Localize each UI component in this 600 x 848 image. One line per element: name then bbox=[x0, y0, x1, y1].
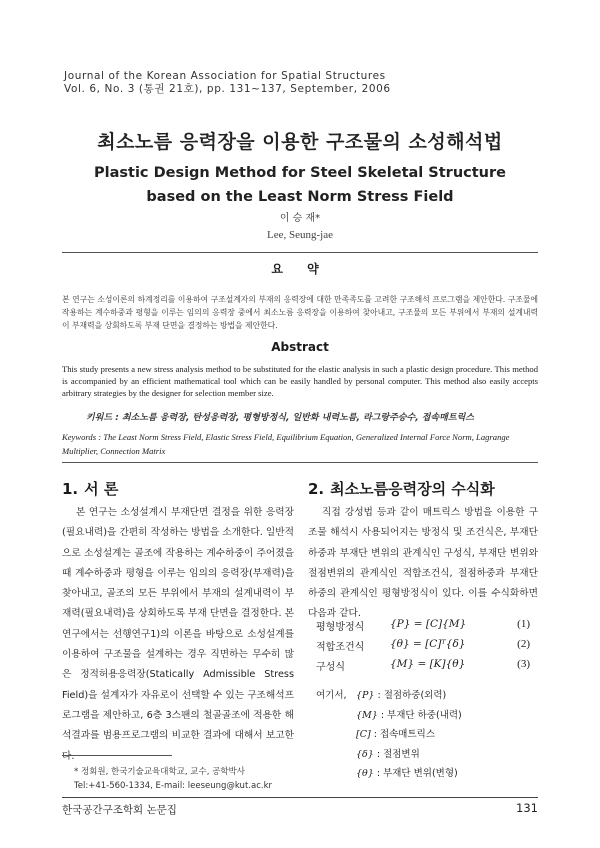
definition-symbol: [C] bbox=[356, 729, 371, 740]
equation-1 bbox=[316, 618, 530, 636]
equation-formula: {M} = [K]{θ} bbox=[390, 658, 466, 670]
footer-divider bbox=[62, 797, 538, 798]
paper-title-english bbox=[0, 161, 600, 209]
definition-row bbox=[316, 706, 462, 726]
section-2-body bbox=[308, 503, 538, 625]
equation-3 bbox=[316, 658, 530, 676]
definition-text: : 절점변위 bbox=[376, 748, 420, 760]
abstract-english-text: This study presents a new stress analysis method to be substituted for the elastic analysis in such a plastic design procedure. This method is accompanied by an efficient mathematical tool which can be easily handled by personal computer. This method also easily accepts arbitrary strategies by the designer for selection member size. bbox=[62, 364, 538, 398]
footer-journal-name: 한국공간구조학회 논문집 bbox=[62, 804, 177, 816]
paper-title-english-line2: based on the Least Norm Stress Field bbox=[146, 189, 454, 205]
symbol-definitions bbox=[316, 686, 462, 784]
definition-row bbox=[316, 725, 462, 745]
divider-top bbox=[62, 252, 538, 253]
section-1-body bbox=[62, 503, 294, 767]
definition-text: : 부재단 하중(내력) bbox=[380, 709, 462, 721]
equation-number: (3) bbox=[517, 658, 530, 670]
keywords-korean: 키워드 : 최소노름 응력장, 탄성응력장, 평형방정식, 일반화 내력노름, 라그랑주승수, 접속매트릭스 bbox=[86, 413, 474, 423]
definition-row bbox=[316, 686, 462, 706]
equation-label: 구성식 bbox=[316, 662, 345, 673]
abstract-korean-text: 본 연구는 소성이론의 하계정리를 이용하여 구조설계자의 부재의 응력장에 대한 만족족도를 고려한 구조해석 프로그램을 제안한다. 구조물에 작용하는 계수하중과 평형을 이루는 임의의 응력장 중에서 최소노름 응력장을 이용하여 찾아내고, 구조물의 모든 부위에서 부재의 설계내력이 부재력을 상회하도록 부재 단면을 결정하는 방법을 제안한다. bbox=[62, 295, 538, 330]
equation-label: 평형방정식 bbox=[316, 622, 365, 633]
journal-header bbox=[64, 70, 391, 96]
section-1-number: 1. bbox=[62, 480, 79, 498]
definition-text: : 절점하중(외력) bbox=[377, 690, 447, 701]
definition-row bbox=[316, 745, 462, 765]
equation-formula: {θ} = [C]ᵀ{δ} bbox=[390, 638, 466, 650]
page-number: 131 bbox=[516, 801, 538, 815]
definition-symbol: {θ} bbox=[356, 768, 374, 779]
section-1-heading bbox=[62, 478, 118, 499]
footnote bbox=[74, 765, 272, 793]
footnote-divider bbox=[62, 755, 172, 756]
equation-number: (1) bbox=[517, 618, 530, 630]
author-english: Lee, Seung-jae bbox=[267, 229, 333, 241]
definition-symbol: {δ} bbox=[356, 748, 374, 760]
equation-formula: {P} = [C]{M} bbox=[390, 618, 467, 630]
section-2-title: 최소노름응력장의 수식화 bbox=[330, 480, 495, 498]
definition-row bbox=[316, 764, 462, 784]
definition-text: : 부재단 변위(변형) bbox=[376, 768, 458, 779]
section-2-number: 2. bbox=[308, 480, 325, 498]
section-2-paragraph: 직접 강성법 등과 같이 매트릭스 방법을 이용한 구조물 해석시 사용되어지는 방정식 및 조건식은, 부재단 하중과 부재단 변위의 관계식인 구성식, 부재단 변위와 절점변위의 관계식인 적합조건식, 절점하중과 부재단 하중의 관계식인 평형방정식이 있다. 이를 수식화하면 다음과 같다. bbox=[308, 507, 538, 620]
abstract-korean-heading: 요 약 bbox=[271, 262, 329, 276]
equation-2 bbox=[316, 638, 530, 656]
section-1-paragraph: 본 연구는 소성설계시 부재단면 결정을 위한 응력장(필요내력)을 간편히 작성하는 방법을 소개한다. 일반적으로 소성설계는 골조에 작용하는 계수하중이 주어졌을 때 계수하중과 평형을 이루는 임의의 응력장(부재력)을 찾아내고, 골조의 모든 부위에서 부재의 설계내력이 부재력(필요내력)을 상회하도록 부재 단면을 결정한다. 본 연구에서는 선행연구1)의 이론을 바탕으로 소성설계를 이용하여 구조물을 설계하는 경우 직면하는 무수히 많은 정적허용응력장(Statically Admissible Stress Field)을 설계자가 자유로이 선택할 수 있는 구조해석프로그램을 제안하고, 6층 3스팬의 철골골조에 적용한 해석결과를 범용프로그램의 비교한 결과에 대해서 보고한다. bbox=[62, 507, 294, 762]
definition-text: : 접속매트릭스 bbox=[373, 729, 436, 740]
paper-title-korean: 최소노름 응력장을 이용한 구조물의 소성해석법 bbox=[97, 131, 503, 153]
journal-volume: Vol. 6, No. 3 (통권 21호), pp. 131~137, September, 2006 bbox=[64, 83, 391, 95]
journal-name: Journal of the Korean Association for Spatial Structures bbox=[64, 70, 386, 82]
definition-symbol: {M} bbox=[356, 709, 378, 721]
footnote-contact: Tel:+41-560-1334, E-mail: leeseung@kut.ac.kr bbox=[74, 781, 272, 791]
keywords-english: Keywords : The Least Norm Stress Field, Elastic Stress Field, Equilibrium Equation, Generalized Internal Force Norm, Lagrange Multiplier, Connection Matrix bbox=[62, 432, 510, 456]
section-2-heading bbox=[308, 478, 495, 499]
author-korean: 이 승 재* bbox=[279, 213, 321, 224]
abstract-english-heading: Abstract bbox=[271, 340, 329, 354]
section-1-title: 서 론 bbox=[84, 480, 119, 498]
footnote-affiliation: * 정회원, 한국기술교육대학교, 교수, 공학박사 bbox=[74, 767, 245, 777]
divider-abstract-end bbox=[62, 462, 538, 463]
equation-number: (2) bbox=[517, 638, 530, 650]
equation-label: 적합조건식 bbox=[316, 642, 365, 653]
where-lead: 여기서, bbox=[316, 690, 347, 701]
definition-symbol: {P} bbox=[356, 690, 375, 701]
paper-title-english-line1: Plastic Design Method for Steel Skeletal Structure bbox=[94, 165, 506, 181]
